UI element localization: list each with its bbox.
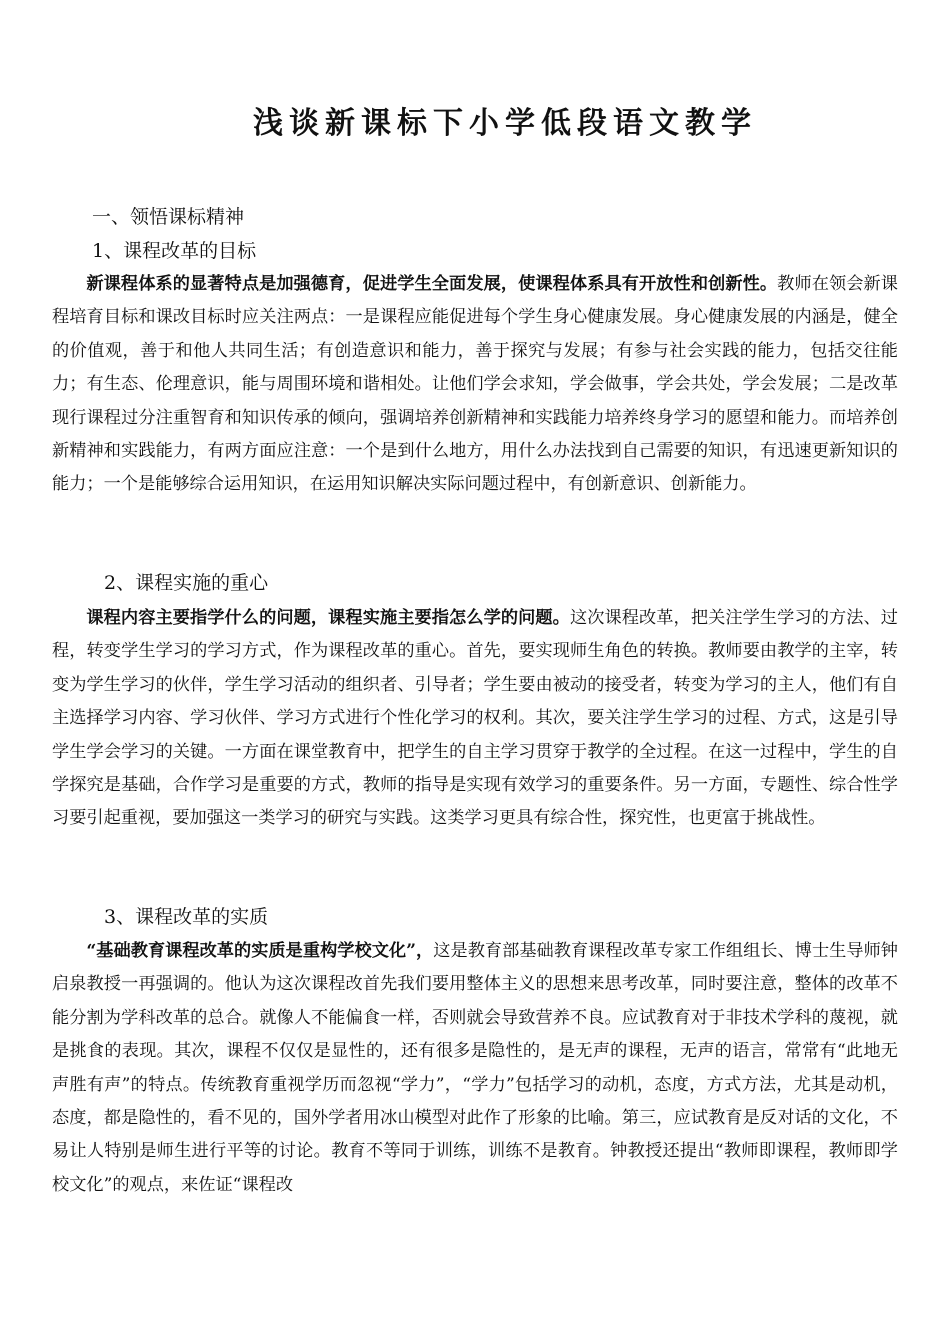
paragraph-2-lead: 课程内容主要指学什么的问题，课程实施主要指怎么学的问题。 bbox=[86, 608, 570, 628]
paragraph-1-body: 教师在领会新课程培育目标和课改目标时应关注两点：一是课程应能促进每个学生身心健康发展。身心健康发展的内涵是，健全的价值观，善于和他人共同生活；有创造意识和能力，善于探究与发展；有参与社会实践的能力，包括交往能力；有生态、伦理意识，能与周围环境和谐相处。让他们学会求知，学会做事，学会共处，学会发展；二是改革现行课程过分注重智育和知识传承的倾向，强调培养创新精神和实践能力培养终身学习的愿望和能力。而培养创新精神和实践能力，有两方面应注意：一个是到什么地方，用什么办法找到自己需要的知识，有迅速更新知识的能力；一个是能够综合运用知识，在运用知识解决实际问题过程中，有创新意识、创新能力。 bbox=[52, 274, 898, 495]
subsection-heading-1: 1、课程改革的目标 bbox=[92, 240, 257, 262]
document-title: 浅谈新课标下小学低段语文教学 bbox=[253, 106, 757, 141]
paragraph-3 bbox=[52, 935, 898, 1202]
paragraph-3-lead: “基础教育课程改革的实质是重构学校文化”， bbox=[86, 941, 434, 961]
subsection-heading-3: 3、课程改革的实质 bbox=[104, 906, 269, 928]
paragraph-1 bbox=[52, 268, 898, 502]
paragraph-2 bbox=[52, 602, 898, 836]
paragraph-3-body: 这是教育部基础教育课程改革专家工作组组长、博士生导师钟启泉教授一再强调的。他认为这次课程改首先我们要用整体主义的思想来思考改革，同时要注意，整体的改革不能分割为学科改革的总合。就像人不能偏食一样，否则就会导致营养不良。应试教育对于非技术学科的蔑视，就是挑食的表现。其次，课程不仅仅是显性的，还有很多是隐性的，是无声的课程，无声的语言，常常有“此地无声胜有声”的特点。传统教育重视学历而忽视“学力”，“学力”包括学习的动机，态度，方式方法，尤其是动机，态度，都是隐性的，看不见的，国外学者用冰山模型对此作了形象的比喻。第三，应试教育是反对话的文化，不易让人特别是师生进行平等的讨论。教育不等同于训练，训练不是教育。钟教授还提出“教师即课程，教师即学校文化”的观点，来佐证“课程改 bbox=[52, 941, 898, 1195]
section-heading: 一、领悟课标精神 bbox=[92, 206, 245, 228]
paragraph-1-lead: 新课程体系的显著特点是加强德育，促进学生全面发展，使课程体系具有开放性和创新性。 bbox=[86, 274, 778, 294]
paragraph-2-body: 这次课程改革，把关注学生学习的方法、过程，转变学生学习的学习方式，作为课程改革的重心。首先，要实现师生角色的转换。教师要由教学的主宰，转变为学生学习的伙伴，学生学习活动的组织者、引导者；学生要由被动的接受者，转变为学习的主人，他们有自主选择学习内容、学习伙伴、学习方式进行个性化学习的权利。其次，要关注学生学习的过程、方式，这是引导学生学会学习的关键。一方面在课堂教育中，把学生的自主学习贯穿于教学的全过程。在这一过程中，学生的自学探究是基础，合作学习是重要的方式，教师的指导是实现有效学习的重要条件。另一方面，专题性、综合性学习要引起重视，要加强这一类学习的研究与实践。这类学习更具有综合性，探究性，也更富于挑战性。 bbox=[52, 608, 898, 829]
subsection-heading-2: 2、课程实施的重心 bbox=[104, 572, 269, 594]
